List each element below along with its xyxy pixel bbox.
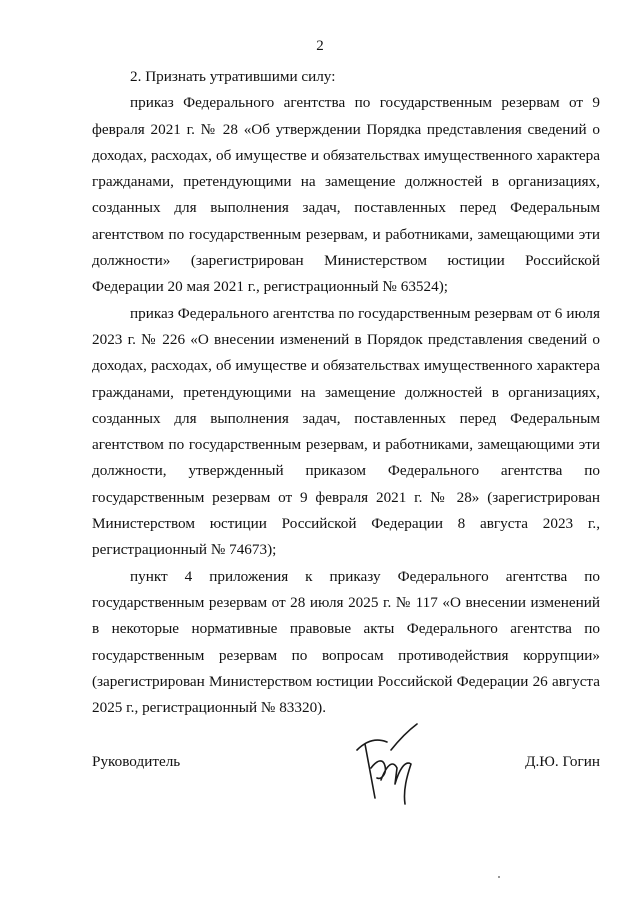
paragraph-item-2-heading: 2. Признать утратившими силу: bbox=[130, 68, 336, 85]
page-number: 2 bbox=[316, 38, 324, 54]
signatory-title: Руководитель bbox=[92, 753, 181, 770]
paragraph-order-28: приказ Федерального агентства по государственным резервам от 9 февраля 2021 г. № 28 «Об утверждении Порядка представления сведений о доходах, расходах, об имуществе и обязательствах имущественного характера гражданами, претендующими на замещение должностей в организациях, созданных для выполнения задач, поставленных перед Федеральным агентством по государственным резервам, и работниками, замещающими эти должности» (зарегистрирован Министерством юстиции Российской Федерации 20 мая 2021 г., регистрационный № 63524); bbox=[92, 94, 600, 296]
scan-dot-mark bbox=[498, 876, 500, 878]
paragraph-order-117: пункт 4 приложения к приказу Федерального агентства по государственным резервам от 28 июля 2025 г. № 117 «О внесении изменений в некоторые нормативные правовые акты Федерального агентства по государственным резервам по вопросам противодействия коррупции» (зарегистрирован Министерством юстиции Российской Федерации 26 августа 2025 г., регистрационный № 83320). bbox=[92, 567, 600, 717]
signature-block bbox=[92, 745, 600, 835]
handwritten-signature bbox=[347, 720, 427, 810]
signatory-name: Д.Ю. Гогин bbox=[525, 753, 600, 770]
paragraph-order-226: приказ Федерального агентства по государственным резервам от 6 июля 2023 г. № 226 «О внесении изменений в Порядок представления сведений о доходах, расходах, об имуществе и обязательствах имущественного характера гражданами, претендующими на замещение должностей в организациях, созданных для выполнения задач, поставленных перед Федеральным агентством по государственным резервам, и работниками, замещающими эти должности, утвержденный приказом Федерального агентства по государственным резервам от 9 февраля 2021 г. № 28» (зарегистрирован Министерством юстиции Российской Федерации 8 августа 2023 г., регистрационный № 74673); bbox=[92, 304, 600, 559]
document-body bbox=[92, 64, 600, 721]
